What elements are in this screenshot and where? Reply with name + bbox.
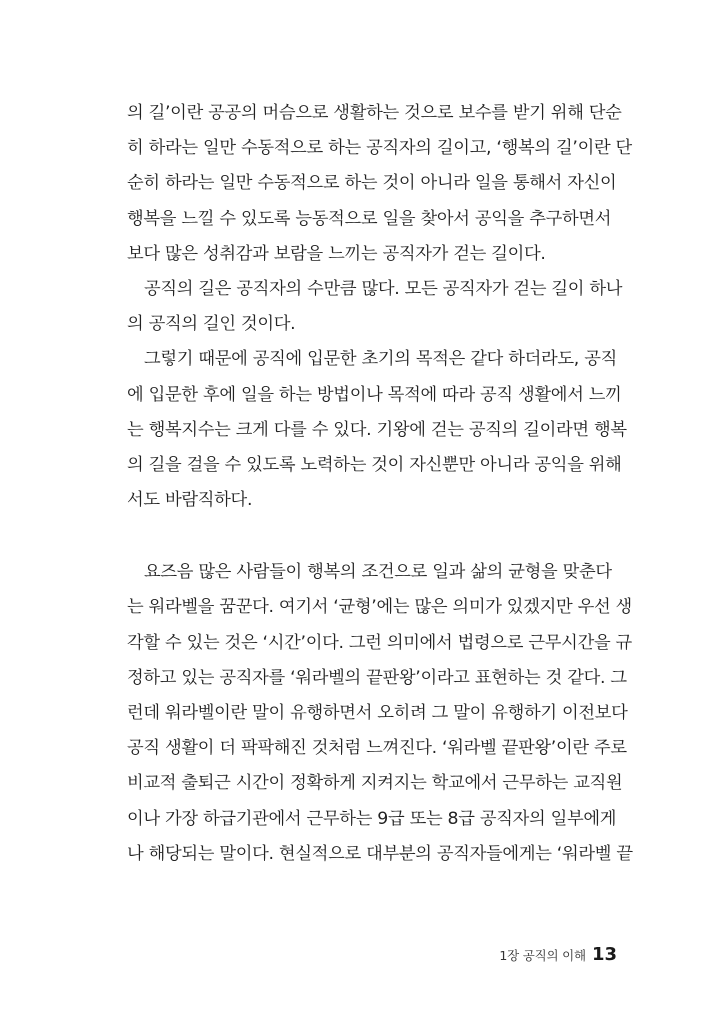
paragraph-2 — [127, 272, 627, 342]
text-line: 는 행복지수는 크게 다를 수 있다. 기왕에 걷는 공직의 길이라면 행복 — [127, 419, 627, 440]
page-number: 13 — [591, 944, 617, 965]
page-body — [127, 96, 633, 872]
paragraph-4 — [127, 555, 633, 872]
text-line: 비교적 출퇴근 시간이 정확하게 지켜지는 학교에서 근무하는 교직원 — [127, 773, 623, 794]
section-spacer — [127, 518, 627, 555]
paragraph-1 — [127, 96, 632, 272]
text-line: 의 길’이란 공공의 머슴으로 생활하는 것으로 보수를 받기 위해 단순 — [127, 103, 622, 123]
text-line: 런데 워라벨이란 말이 유행하면서 오히려 그 말이 유행하기 이전보다 — [127, 703, 628, 723]
text-line: 의 공직의 길인 것이다. — [127, 314, 296, 335]
text-line: 의 길을 걸을 수 있도록 노력하는 것이 자신뿐만 아니라 공익을 위해 — [127, 454, 622, 475]
text-line: 그렇기 때문에 공직에 입문한 초기의 목적은 같다 하더라도, 공직 — [144, 349, 617, 370]
text-line: 행복을 느낄 수 있도록 능동적으로 일을 찾아서 공익을 추구하면서 — [127, 208, 612, 229]
text-line: 서도 바람직하다. — [127, 490, 253, 511]
text-line: 히 하라는 일만 수동적으로 하는 공직자의 길이고, ‘행복의 길’이란 단 — [127, 138, 632, 159]
text-line: 순히 하라는 일만 수동적으로 하는 것이 아니라 일을 통해서 자신이 — [127, 173, 617, 194]
text-line: 나 해당되는 말이다. 현실적으로 대부분의 공직자들에게는 ‘워라벨 끝 — [127, 843, 633, 864]
text-line: 보다 많은 성취감과 보람을 느끼는 공직자가 걷는 길이다. — [127, 243, 546, 264]
text-line: 공직의 길은 공직자의 수만큼 많다. 모든 공직자가 걷는 길이 하나 — [144, 278, 623, 299]
text-line: 공직 생활이 더 팍팍해진 것처럼 느껴진다. ‘워라벨 끝판왕’이란 주로 — [127, 738, 627, 759]
text-line: 각할 수 있는 것은 ‘시간’이다. 그런 의미에서 법령으로 근무시간을 규 — [127, 632, 632, 653]
text-line: 는 워라벨을 꿈꾼다. 여기서 ‘균형’에는 많은 의미가 있겠지만 우선 생 — [127, 597, 632, 618]
chapter-title: 1장 공직의 이해 — [499, 948, 586, 963]
text-line: 에 입문한 후에 일을 하는 방법이나 목적에 따라 공직 생활에서 느끼 — [127, 384, 622, 405]
paragraph-3 — [127, 342, 627, 518]
text-line: 요즈음 많은 사람들이 행복의 조건으로 일과 삶의 균형을 맞춘다 — [144, 562, 612, 583]
page-footer — [499, 944, 617, 968]
text-line: 이나 가장 하급기관에서 근무하는 9급 또는 8급 공직자의 일부에게 — [127, 808, 617, 829]
text-line: 정하고 있는 공직자를 ‘워라벨의 끝판왕’이라고 표현하는 것 같다. 그 — [127, 667, 627, 688]
